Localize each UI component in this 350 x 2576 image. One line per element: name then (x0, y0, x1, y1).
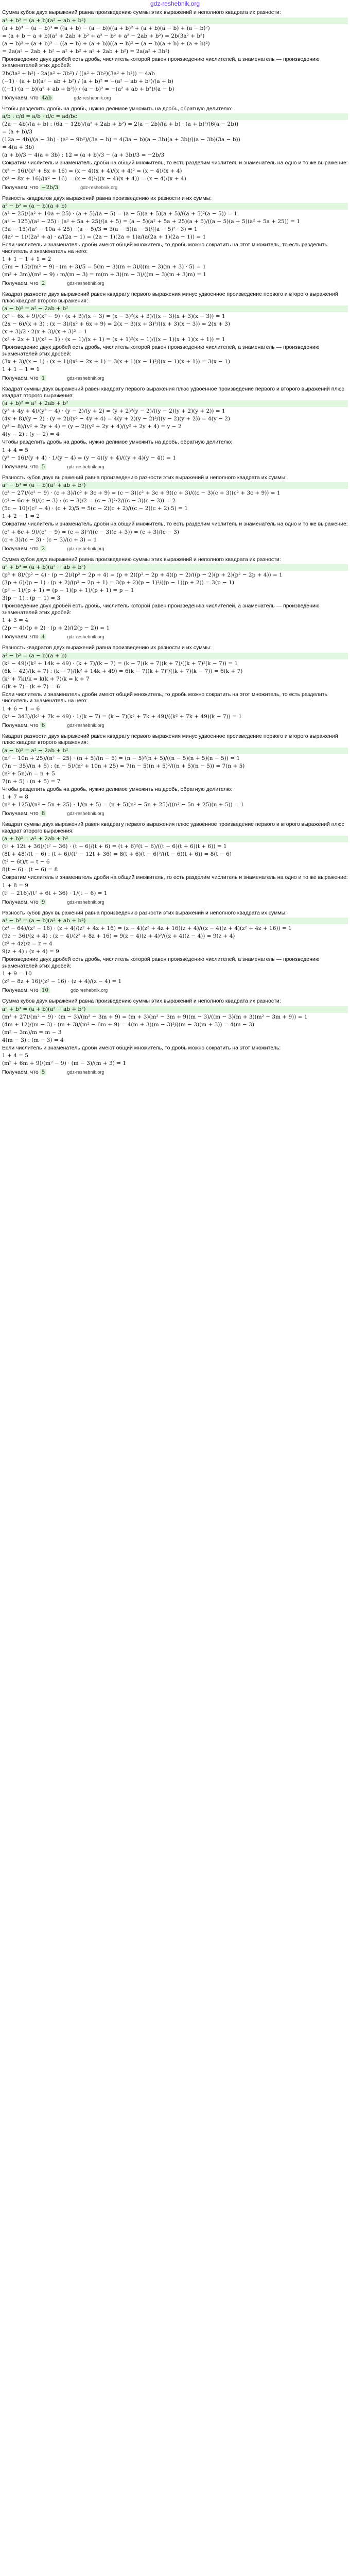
math-row: 2b(3a² + b²) · 2a(a² + 3b²) / ((a² + 3b²)(3a² + b²)) = 4ab (2, 70, 155, 77)
math-row: (a² − 25)/(a² + 10a + 25) · (a + 5)/(a − 5) = (a − 5)(a + 5)(a + 5)/((a + 5)²(a − 5)) = 1 (2, 211, 237, 217)
answer-label: Получаем, что (2, 810, 39, 817)
rule-formula: a² − b² = (a − b)(a + b) (2, 203, 348, 210)
math-row: (m² − 3m)/m = m − 3 (2, 1029, 62, 1036)
answer-label: Получаем, что (2, 722, 39, 728)
math-row: 6(k + 7) : (k + 7) = 6 (2, 683, 60, 690)
math-row: (3p + 6)/(p − 1) : (p + 2)/(p² − 2p + 1) = 3(p + 2)(p − 1)²/((p − 1)(p + 2)) = 3(p − 1) (2, 580, 234, 586)
rule-text: Квадрат суммы двух выражений равен квадрату первого выражения плюс удвоенное произведение первого и второго выражений плюс квадрат второго выражения: (2, 386, 344, 399)
math-row: = 2a(a² − 2ab + b² − a² + b² + a² + 2ab + b²) = 2a(a² + 3b²) (2, 48, 170, 55)
watermark-text: gdz-reshebnik.org (67, 634, 104, 639)
math-row: (p² − 1)/(p + 1) = (p − 1)(p + 1)/(p + 1) = p − 1 (2, 587, 134, 594)
math-row: (x² − 8x + 16)/(x² − 16) = (x − 4)²/((x − 4)(x + 4)) = (x − 4)/(x + 4) (2, 175, 186, 182)
answer-value: 2 (40, 280, 47, 286)
rule-text: Сократим числитель и знаменатель дроби на общий множитель, то есть разделим числитель и знаменатель на одно и то же выражение: (2, 160, 348, 166)
solution-block (2, 821, 348, 906)
answer-label: Получаем, что (2, 987, 39, 993)
answer-line (2, 899, 348, 906)
rule-text: Произведение двух дробей есть дробь, числитель которой равен произведению числителей, а знаменатель — произведению знаменателей этих дробей: (2, 56, 320, 69)
math-row: (y³ − 8)/(y² + 2y + 4) = (y − 2)(y² + 2y + 4)/(y² + 2y + 4) = y − 2 (2, 423, 182, 430)
rule-text: Сумма кубов двух выражений равна произведению суммы этих выражений и неполного квадрата их разности: (2, 9, 281, 15)
rule-text: Если числитель и знаменатель дроби имеют общий множитель, то дробь можно сократить на этот множитель, то есть разделить числитель и знаменатель на него: (2, 242, 328, 255)
math-row: (y² − 16)/(y + 4) · 1/(y − 4) = (y − 4)(y + 4)/((y + 4)(y − 4)) = 1 (2, 454, 176, 461)
answer-line (2, 546, 348, 552)
answer-value: 9 (40, 899, 47, 905)
solution-block (2, 645, 348, 729)
answer-line (2, 987, 348, 994)
math-row: (m² + 3m)/(m² − 9) : m/(m − 3) = m(m + 3)(m − 3)/((m − 3)(m + 3)m) = 1 (2, 272, 207, 278)
rule-text: Сократим числитель и знаменатель дроби на общий множитель, то есть разделим числитель и знаменатель на одно и то же выражение: (2, 874, 348, 880)
math-row: (4y + 8)/(y − 2) : (y + 2)/(y² − 4y + 4) = 4(y + 2)(y − 2)²/((y − 2)(y + 2)) = 4(y − 2) (2, 416, 231, 422)
rule-text: Разность кубов двух выражений равна произведению разности этих выражений и неполного квадрата их суммы: (2, 474, 287, 481)
math-row: (m² + 6m + 9)/(m² − 9) · (m − 3)/(m + 3) = 1 (2, 1060, 126, 1066)
rule-text: Квадрат суммы двух выражений равен квадрату первого выражения плюс удвоенное произведение первого и второго выражений плюс квадрат второго выражения: (2, 821, 344, 834)
math-row: (c² + 6c + 9)/(c² − 9) = (c + 3)²/((c − 3)(c + 3)) = (c + 3)/(c − 3) (2, 529, 180, 535)
rule-text: Произведение двух дробей есть дробь, числитель которой равен произведению числителей, а знаменатель — произведению знаменателей этих дробей: (2, 344, 320, 357)
math-row: 1 + 7 = 8 (2, 794, 28, 800)
math-row: 9(z + 4) : (z + 4) = 9 (2, 948, 59, 955)
watermark-text: gdz-reshebnik.org (67, 546, 104, 551)
math-row: (c + 3)/(c − 3) · (c − 3)/(c + 3) = 1 (2, 536, 97, 543)
answer-label: Получаем, что (2, 1069, 39, 1075)
math-row: 1 + 4 = 5 (2, 1053, 28, 1059)
answer-value: 5 (40, 1069, 47, 1075)
rule-text: Разность квадратов двух выражений равна произведению их разности и их суммы: (2, 645, 212, 651)
math-row: (z² − 8z + 16)/(z² − 16) · (z + 4)/(z − 4) = 1 (2, 978, 122, 985)
math-row: (6k − 42)/(k + 7) : (k − 7)/(k² + 14k + 49) = 6(k − 7)(k + 7)²/((k + 7)(k − 7)) = 6(k + 7) (2, 668, 243, 674)
answer-line (2, 722, 348, 729)
watermark-text: gdz-reshebnik.org (67, 376, 104, 381)
solution-block (2, 998, 348, 1076)
math-row: (4a² − 1)/(2a² + a) · a/(2a − 1) = (2a − 1)(2a + 1)a/(a(2a + 1)(2a − 1)) = 1 (2, 234, 206, 240)
answer-value: 4 (40, 634, 47, 640)
math-row: (y² + 4y + 4)/(y² − 4) · (y − 2)/(y + 2) = (y + 2)²(y − 2)/((y − 2)(y + 2)(y + 2)) = 1 (2, 408, 225, 414)
math-row: (2a − 4b)/(a + b) : (6a − 12b)/(a² + 2ab + b²) = 2(a − 2b)/(a + b) · (a + b)²/(6(a − 2b)) (2, 121, 239, 127)
math-row: (a³ − 125)/(a² − 25) : (a² + 5a + 25)/(a + 5) = (a − 5)(a² + 5a + 25)(a + 5)/((a − 5)(a + 5)(a² + 5a + 25)) = 1 (2, 218, 301, 225)
math-row: (t² − 6t)/t = t − 6 (2, 859, 50, 865)
math-row: (a − b)³ + (a + b)³ = ((a − b) + (a + b))((a − b)² − (a − b)(a + b) + (a + b)²) (2, 40, 210, 47)
math-row: 1 + 1 − 1 = 1 (2, 366, 40, 372)
math-row: (x + 3)/2 · 2(x + 3)/(x + 3)² = 1 (2, 329, 87, 335)
math-row: 4(y − 2) : (y − 2) = 4 (2, 431, 60, 437)
answer-label: Получаем, что (2, 634, 39, 640)
rule-text: Произведение двух дробей есть дробь, числитель которой равен произведению числителей, а знаменатель — произведению знаменателей этих дробей: (2, 956, 320, 969)
solution-block (2, 106, 348, 191)
answer-value: 2 (40, 546, 47, 552)
answer-line (2, 280, 348, 287)
math-row: ((−1)·(a − b)(a² + ab + b²)) / (a − b)² = −(a² + ab + b²)/(a − b) (2, 86, 174, 92)
watermark-text: gdz-reshebnik.org (71, 988, 108, 993)
math-row: (9z − 36)/(z + 4) : (z − 4)/(z² + 8z + 16) = 9(z − 4)(z + 4)²/((z + 4)(z − 4)) = 9(z + 4) (2, 933, 235, 939)
rule-formula: a³ + b³ = (a + b)(a² − ab + b²) (2, 18, 348, 24)
watermark-text: gdz-reshebnik.org (67, 1070, 104, 1075)
watermark-text: gdz-reshebnik.org (80, 184, 118, 190)
math-row: (k² − 49)/(k² + 14k + 49) · (k + 7)/(k − 7) = (k − 7)(k + 7)(k + 7)/((k + 7)²(k − 7)) = 1 (2, 660, 238, 667)
rule-text: Чтобы разделить дробь на дробь, нужно делимое умножить на дробь, обратную делителю: (2, 105, 233, 112)
answer-value: 4ab (40, 95, 54, 101)
rule-formula: a³ + b³ = (a + b)(a² − ab + b²) (2, 564, 348, 571)
math-row: (z³ − 64)/(z² − 16) · (z + 4)/(z² + 4z + 16) = (z − 4)(z² + 4z + 16)(z + 4)/((z − 4)(z + 4)(z² + 4z + 16)) = 1 (2, 925, 292, 931)
math-row: = (a + b)/3 (2, 129, 33, 135)
math-row: 1 + 6 − 1 = 6 (2, 705, 40, 712)
rule-text: Сумма кубов двух выражений равна произведению суммы этих выражений и неполного квадрата их разности: (2, 556, 281, 563)
solution-block (2, 474, 348, 552)
solution-block (2, 291, 348, 382)
rule-formula: (a + b)² = a² + 2ab + b² (2, 836, 348, 842)
answer-label: Получаем, что (2, 545, 39, 552)
math-row: (n² + 5n)/n = n + 5 (2, 770, 55, 777)
math-row: (t³ − 216)/(t² + 6t + 36) · 1/(t − 6) = 1 (2, 890, 108, 896)
rule-formula: (a − b)² = a² − 2ab + b² (2, 748, 348, 754)
solution-block (2, 386, 348, 470)
math-row: (n² − 10n + 25)/(n² − 25) · (n + 5)/(n − 5) = (n − 5)²(n + 5)/((n − 5)(n + 5)(n − 5)) = 1 (2, 755, 240, 761)
answer-label: Получаем, что (2, 375, 39, 381)
math-row: 1 + 3 = 4 (2, 617, 28, 623)
math-row: (3a − 15)/(a² − 10a + 25) · (a − 5)/3 = 3(a − 5)(a − 5)/((a − 5)² · 3) = 1 (2, 226, 198, 232)
rule-formula: a/b : c/d = a/b · d/c = ad/bc (2, 113, 348, 120)
watermark-text: gdz-reshebnik.org (67, 464, 104, 469)
math-row: (c³ − 27)/(c² − 9) · (c + 3)/(c² + 3c + 9) = (c − 3)(c² + 3c + 9)(c + 3)/((c − 3)(c + 3)(c² + 3c + 9)) = 1 (2, 490, 281, 496)
math-row: (n³ + 125)/(n² − 5n + 25) · 1/(n + 5) = (n + 5)(n² − 5n + 25)/((n² − 5n + 25)(n + 5)) = 1 (2, 802, 244, 808)
math-row: (2p − 4)/(p + 2) · (p + 2)/(2(p − 2)) = 1 (2, 625, 110, 631)
answer-value: 6 (40, 722, 47, 728)
math-row: 1 + 2 − 1 = 2 (2, 513, 40, 519)
rule-text: Разность квадратов двух выражений равна произведению их разности и их суммы: (2, 195, 212, 201)
answer-label: Получаем, что (2, 463, 39, 470)
solution-block (2, 9, 348, 101)
math-row: (x² − 6x + 9)/(x² − 9) · (x + 3)/(x − 3) = (x − 3)²(x + 3)/((x − 3)(x + 3)(x − 3)) = 1 (2, 313, 225, 319)
rule-text: Чтобы разделить дробь на дробь, нужно делимое умножить на дробь, обратную делителю: (2, 439, 233, 445)
rule-text: Произведение двух дробей есть дробь, числитель которой равен произведению числителей, а знаменатель — произведению знаменателей этих дробей: (2, 603, 320, 616)
rule-text: Сумма кубов двух выражений равна произведению суммы этих выражений и неполного квадрата их разности: (2, 998, 281, 1004)
math-row: 1 + 8 = 9 (2, 882, 28, 889)
rule-text: Чтобы разделить дробь на дробь, нужно делимое умножить на дробь, обратную делителю: (2, 786, 233, 792)
math-row: (x² + 2x + 1)/(x² − 1) · (x − 1)/(x + 1) = (x + 1)²(x − 1)/((x − 1)(x + 1)(x + 1)) = 1 (2, 336, 225, 343)
rule-text: Если числитель и знаменатель дроби имеют общий множитель, то дробь можно сократить на этот множитель, то есть разделить числитель и знаменатель на него: (2, 691, 328, 704)
math-row: 3(p − 1) : (p − 1) = 3 (2, 595, 61, 601)
math-row: (k³ − 343)/(k² + 7k + 49) · 1/(k − 7) = (k − 7)(k² + 7k + 49)/((k² + 7k + 49)(k − 7)) = 1 (2, 713, 242, 720)
math-row: 7(n + 5) : (n + 5) = 7 (2, 778, 61, 785)
watermark-text: gdz-reshebnik.org (67, 899, 104, 905)
math-row: (3x + 3)/(x − 1) : (x + 1)/(x² − 2x + 1) = 3(x + 1)(x − 1)²/((x − 1)(x + 1)) = 3(x − 1) (2, 359, 230, 365)
answer-line (2, 464, 348, 470)
watermark-text: gdz-reshebnik.org (67, 811, 104, 816)
math-row: (x² − 16)/(x² + 8x + 16) = (x − 4)(x + 4)/(x + 4)² = (x − 4)/(x + 4) (2, 167, 182, 174)
math-row: (a + b)/3 − 4(a + 3b) : 12 = (a + b)/3 − (a + 3b)/3 = −2b/3 (2, 152, 165, 158)
answer-value: 1 (40, 375, 47, 381)
rule-formula: (a + b)² = a² + 2ab + b² (2, 400, 348, 407)
solution-block (2, 910, 348, 994)
math-row: = (a + b − a + b)(a² + 2ab + b² + a² − b² + a² − 2ab + b²) = 2b(3a² + b²) (2, 32, 205, 39)
answer-value: −2b/3 (40, 184, 60, 191)
rule-text: Разность кубов двух выражений равна произведению разности этих выражений и неполного квадрата их суммы: (2, 909, 287, 916)
answer-label: Получаем, что (2, 184, 39, 191)
solution-block (2, 195, 348, 287)
math-row: (p³ + 8)/(p² − 4) · (p − 2)/(p² − 2p + 4) = (p + 2)(p² − 2p + 4)(p − 2)/((p − 2)(p + 2)(p² − 2p + 4)) = 1 (2, 572, 283, 578)
watermark-text: gdz-reshebnik.org (67, 281, 104, 286)
answer-line (2, 634, 348, 640)
rule-text: Если числитель и знаменатель дроби имеют общий множитель, то дробь можно сократить на этот множитель: (2, 1044, 281, 1051)
answer-label: Получаем, что (2, 280, 39, 286)
answer-line (2, 375, 348, 382)
rule-text: Сократим числитель и знаменатель дроби на общий множитель, то есть разделим числитель и знаменатель на одно и то же выражение: (2, 521, 348, 527)
math-row: 1 + 4 = 5 (2, 447, 28, 453)
math-row: (m³ + 27)/(m² − 9) · (m − 3)/(m² − 3m + 9) = (m + 3)(m² − 3m + 9)(m − 3)/((m − 3)(m + 3)(m² − 3m + 9)) = 1 (2, 1013, 308, 1020)
watermark-text: gdz-reshebnik.org (74, 95, 111, 100)
solution-page (2, 9, 348, 1080)
solution-block (2, 556, 348, 641)
answer-value: 5 (40, 464, 47, 470)
math-row: 8(t − 6) : (t − 6) = 8 (2, 867, 58, 873)
solution-block (2, 733, 348, 818)
math-row: 1 + 9 = 10 (2, 971, 32, 977)
math-row: = 4(a + 3b) (2, 144, 34, 150)
math-row: (4m + 12)/(m − 3) : (m + 3)/(m² − 6m + 9) = 4(m + 3)(m − 3)²/((m − 3)(m + 3)) = 4(m − 3) (2, 1021, 254, 1028)
rule-formula: a² − b² = (a − b)(a + b) (2, 653, 348, 659)
math-row: (k² + 7k)/k = k(k + 7)/k = k + 7 (2, 675, 90, 682)
math-row: (c² − 6c + 9)/(c − 3) : (c − 3)/2 = (c − 3)²·2/((c − 3)(c − 3)) = 2 (2, 498, 176, 504)
answer-line (2, 95, 348, 101)
math-row: (7n − 35)/(n + 5) : (n − 5)/(n² + 10n + 25) = 7(n − 5)(n + 5)²/((n + 5)(n − 5)) = 7(n + 5) (2, 762, 245, 769)
answer-label: Получаем, что (2, 899, 39, 905)
rule-formula: a³ − b³ = (a − b)(a² + ab + b²) (2, 918, 348, 924)
math-row: (t² + 12t + 36)/(t² − 36) · (t − 6)/(t + 6) = (t + 6)²(t − 6)/((t − 6)(t + 6)(t + 6)) = 1 (2, 843, 227, 850)
answer-line (2, 810, 348, 817)
rule-text: Квадрат разности двух выражений равен квадрату первого выражения минус удвоенное произведение первого и второго выражений плюс квадрат второго выражения: (2, 733, 338, 745)
math-row: (5m − 15)/(m² − 9) · (m + 3)/5 = 5(m − 3)(m + 3)/((m − 3)(m + 3) · 5) = 1 (2, 264, 206, 270)
answer-label: Получаем, что (2, 94, 39, 101)
rule-text: Квадрат разности двух выражений равен квадрату первого выражения минус удвоенное произведение первого и второго выражений плюс квадрат второго выражения: (2, 291, 338, 304)
answer-value: 10 (40, 987, 50, 993)
math-row: (5c − 10)/(c² − 4) · (c + 2)/5 = 5(c − 2)(c + 2)/((c − 2)(c + 2)·5) = 1 (2, 505, 188, 512)
math-row: (2x − 6)/(x + 3) : (x − 3)/(x² + 6x + 9) = 2(x − 3)(x + 3)²/((x + 3)(x − 3)) = 2(x + 3) (2, 321, 230, 327)
rule-formula: a³ − b³ = (a − b)(a² + ab + b²) (2, 482, 348, 489)
answer-value: 8 (40, 810, 47, 817)
math-row: 1 + 1 − 1 + 1 = 2 (2, 256, 51, 262)
math-row: (z² + 4z)/z = z + 4 (2, 941, 52, 947)
rule-formula: (a − b)² = a² − 2ab + b² (2, 306, 348, 312)
site-header[interactable]: gdz-reshebnik.org (150, 0, 200, 7)
answer-line (2, 1069, 348, 1076)
math-row: (a + b)³ − (a − b)³ = ((a + b) − (a − b))((a + b)² + (a + b)(a − b) + (a − b)²) (2, 25, 210, 31)
math-row: (8t + 48)/(t − 6) : (t + 6)/(t² − 12t + 36) = 8(t + 6)(t − 6)²/((t − 6)(t + 6)) = 8(t − 6) (2, 851, 232, 857)
rule-formula: a³ + b³ = (a + b)(a² − ab + b²) (2, 1006, 348, 1013)
answer-line (2, 184, 348, 191)
watermark-text: gdz-reshebnik.org (67, 722, 104, 728)
math-row: (−1) · (a + b)(a² − ab + b²) / (a + b)² = −(a² − ab + b²)/(a + b) (2, 78, 173, 84)
math-row: (12a − 4b)/(a − 3b) · (a² − 9b²)/(3a − b) = 4(3a − b)(a − 3b)(a + 3b)/((a − 3b)(3a − b)) (2, 137, 240, 143)
math-row: 4(m − 3) : (m − 3) = 4 (2, 1037, 64, 1043)
